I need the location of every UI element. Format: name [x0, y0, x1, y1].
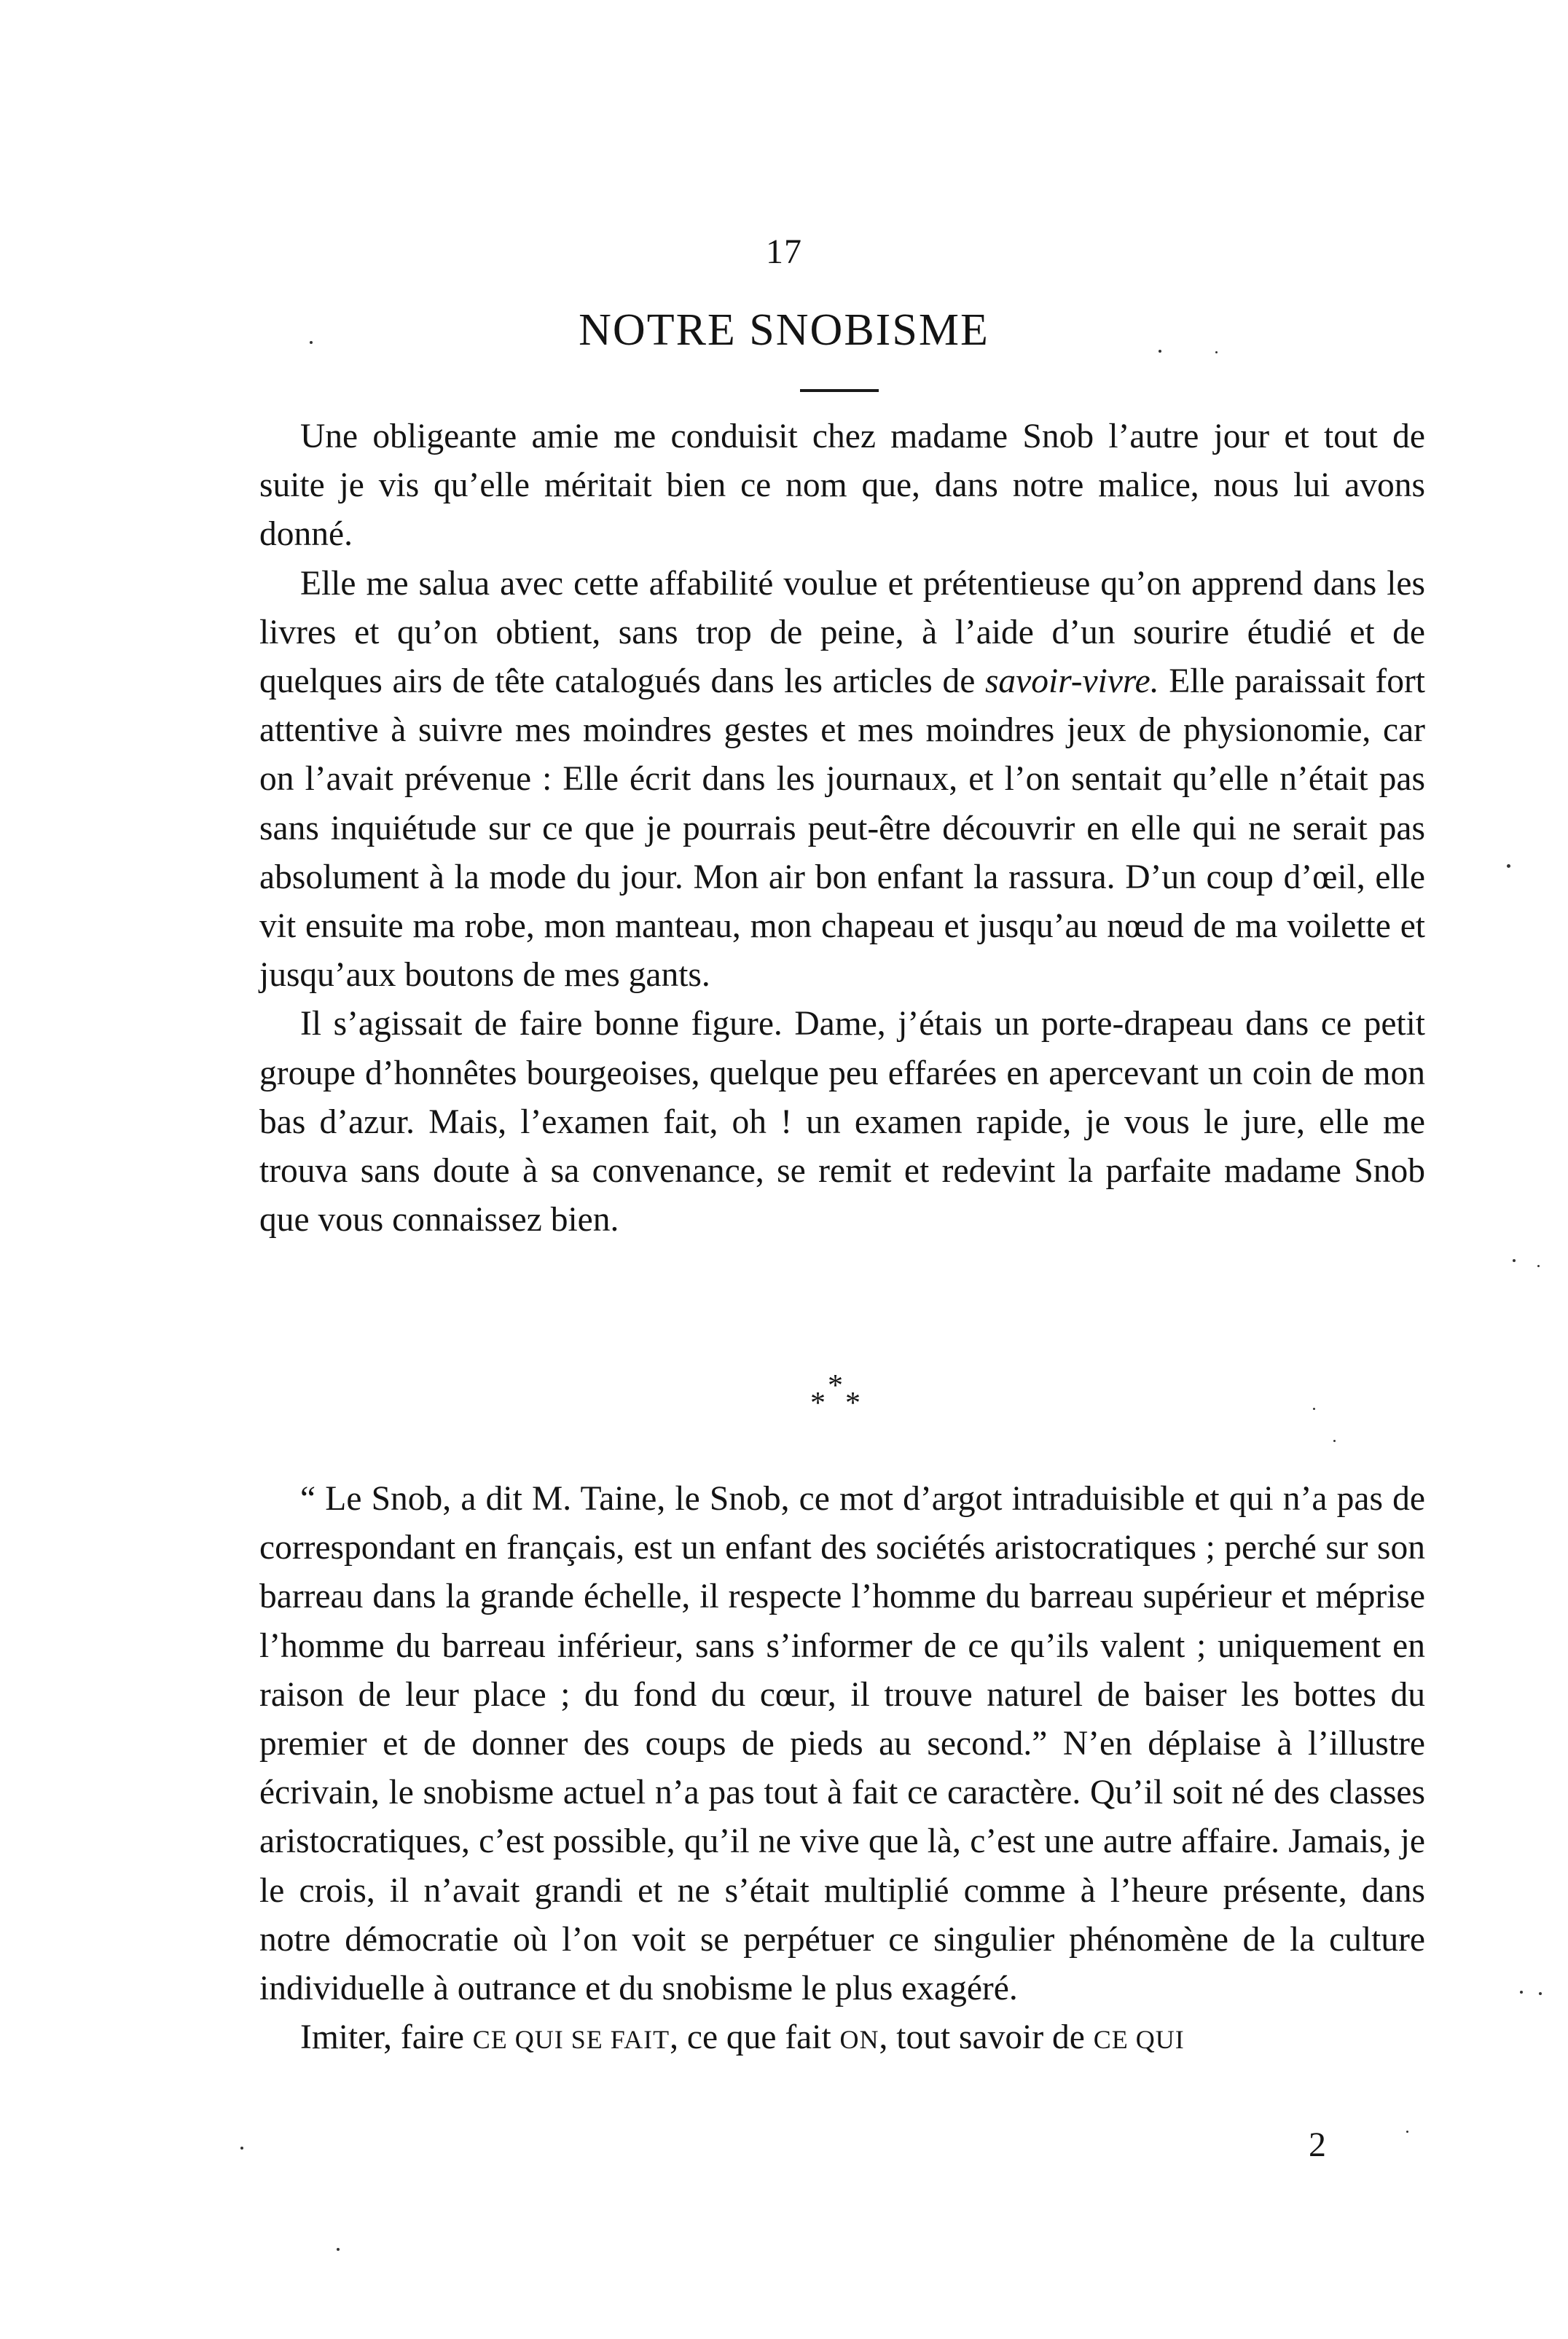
small-caps-phrase-2: ON: [839, 2025, 879, 2055]
paragraph-4-quote: “ Le Snob, a dit M. Taine, le Snob, ce mot d’argot intraduisible et qui n’a pas de correspondant en français, est un enfant des sociétés aristocratiques ; perché sur son barreau dans la grande échelle, il respecte l’homme du barreau supérieur et méprise l’homme du barreau inférieur, sans s’informer de ce qu’ils valent ; uniquement en raison de leur place ; du fond du cœur, il trouve naturel de baiser les bottes du premier et de donner des coups de pieds au second.: [259, 1480, 1425, 1763]
paragraph-5-text-a: Imiter, faire: [300, 2018, 473, 2057]
asterism-star-right: *: [845, 1387, 861, 1420]
scan-speck: [337, 2248, 340, 2251]
page-number: 17: [766, 232, 802, 271]
paragraph-5-text-b: , ce que fait: [670, 2018, 840, 2057]
paragraph-5-text-c: , tout savoir de: [879, 2018, 1094, 2057]
scan-speck: [1537, 1265, 1540, 1267]
italic-phrase: savoir-vivre.: [984, 662, 1159, 701]
asterism-star-top: *: [828, 1369, 843, 1403]
asterism-divider: [806, 1371, 864, 1422]
chapter-title: NOTRE SNOBISME: [579, 305, 989, 355]
paragraph-2-text-a: Elle me salua avec cette affabilité voulue et prétentieuse qu’on apprend dans les livres et qu’on obtient, sans trop de peine, à l’aide d’un sourire étudié et de quelques airs de tête catalogués dans les articles de: [259, 564, 1425, 701]
paragraph-5: [259, 2013, 1425, 2064]
scan-speck: [1507, 864, 1510, 868]
scan-speck: [1513, 1259, 1516, 1262]
scan-speck: [1159, 350, 1161, 353]
small-caps-phrase-1: CE QUI SE FAIT: [472, 2025, 670, 2055]
paragraph-3: [259, 1000, 1425, 1245]
paragraph-2: [259, 560, 1425, 1000]
paragraph-1: [259, 412, 1425, 560]
scan-speck: [1406, 2131, 1408, 2133]
small-caps-phrase-3: CE QUI: [1093, 2025, 1185, 2055]
scan-speck: [1215, 351, 1218, 353]
scan-speck: [1539, 1992, 1542, 1995]
title-rule: [800, 389, 879, 392]
paragraph-2-text-b: Elle paraissait fort attentive à suivre mes moindres gestes et mes moindres jeux de physionomie, car on l’avait prévenue : Elle écrit dans les journaux, et l’on sentait qu’elle n’était pas sans inquiétude sur ce que je pourrais peut-être découvrir en elle qui ne serait pas absolument à la mode du jour. Mon air bon enfant la rassura. D’un coup d’œil, elle vit ensuite ma robe, mon manteau, mon chapeau et jusqu’au nœud de ma voilette et jusqu’aux boutons de mes gants.: [259, 662, 1426, 995]
paragraph-4-text: N’en déplaise à l’illustre écrivain, le snobisme actuel n’a pas tout à fait ce caractère. Qu’il soit né des classes aristocratiques, c’est possible, qu’il ne vive que là, c’est une autre affaire. Jamais, je le crois, il n’avait grandi et ne s’était multiplié comme à l’heure présente, dans notre démocratie où l’on voit se perpétuer ce singulier phénomène de la culture individuelle à outrance et du snobisme le plus exagéré.: [259, 1725, 1425, 2008]
paragraph-1-text: Une obligeante amie me conduisit chez madame Snob l’autre jour et tout de suite je vis qu’elle méritait bien ce nom que, dans notre malice, nous lui avons donné.: [259, 418, 1425, 554]
scan-speck: [1313, 1408, 1315, 1410]
paragraph-4: [259, 1475, 1425, 2013]
body-text-block-2: [259, 1475, 1425, 2064]
body-text-block-1: [259, 412, 1425, 1245]
asterism-star-left: *: [810, 1387, 826, 1420]
scan-speck: [240, 2147, 243, 2150]
scan-speck: [1520, 1991, 1523, 1994]
scan-speck: [1333, 1440, 1336, 1442]
quote-close-mark: ”: [1032, 1725, 1048, 1763]
signature-mark: 2: [1309, 2126, 1326, 2164]
scan-speck: [310, 341, 313, 344]
paragraph-3-text: Il s’agissait de faire bonne figure. Dame, j’étais un porte-drapeau dans ce petit groupe d’honnêtes bourgeoises, quelque peu effarées en apercevant un coin de mon bas d’azur. Mais, l’examen fait, oh ! un examen rapide, je vous le jure, elle me trouva sans doute à sa convenance, se remit et redevint la parfaite madame Snob que vous connaissez bien.: [259, 1005, 1425, 1239]
